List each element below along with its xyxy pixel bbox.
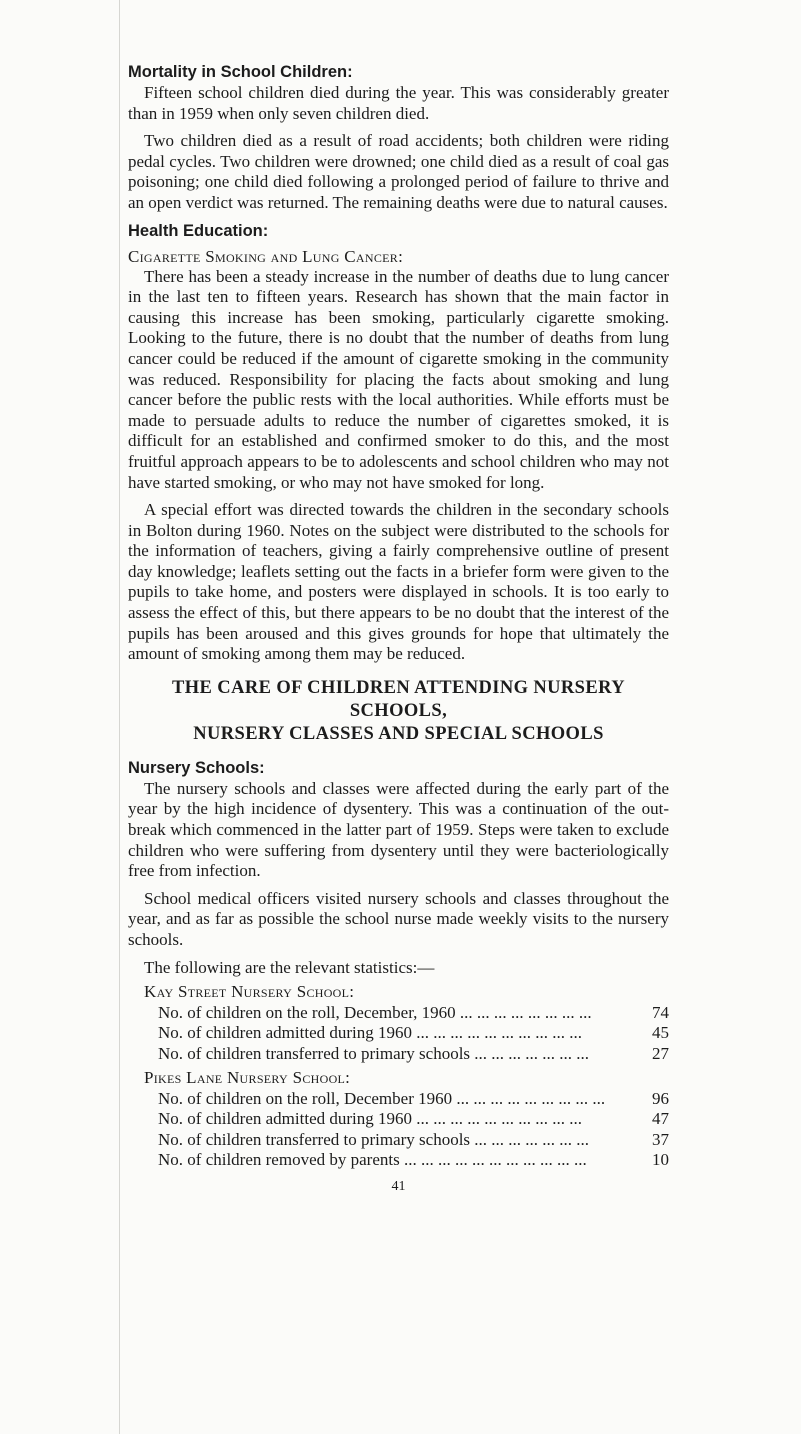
nursery-paragraph-2: School medical officers visited nursery schools and classes throughout the year, and as far as possible the school nurse made weekly visits to the nursery schools.: [128, 888, 669, 949]
stat-value: 47: [652, 1109, 669, 1129]
section-title-line-1: THE CARE OF CHILDREN ATTENDING NURSERY SCHOOLS,: [172, 677, 625, 721]
stat-label: No. of children on the roll, December, 1960 ... ... ... ... ... ... ... ...: [158, 1002, 592, 1022]
smoking-subheading: Cigarette Smoking and Lung Cancer:: [128, 246, 404, 266]
nursery-heading: Nursery Schools:: [128, 758, 265, 777]
stat-row: [144, 1044, 669, 1065]
school-name-kay-street: Kay Street Nursery School:: [144, 982, 355, 1002]
statistics-list: [144, 982, 669, 1171]
stat-label: No. of children transferred to primary schools ... ... ... ... ... ... ...: [158, 1043, 590, 1063]
stat-value: 37: [652, 1129, 669, 1149]
section-title: [128, 677, 669, 746]
page-number: 41: [391, 1178, 406, 1194]
section-title-line-2: NURSERY CLASSES AND SPECIAL SCHOOLS: [193, 723, 604, 744]
page-edge-line: [119, 0, 120, 1434]
health-education-heading: Health Education:: [128, 221, 269, 240]
stat-value: 74: [652, 1002, 669, 1022]
stat-label: No. of children removed by parents ... ... ... ... ... ... ... ... ... ... ...: [158, 1150, 587, 1170]
stat-label: No. of children admitted during 1960 ... ... ... ... ... ... ... ... ... ...: [158, 1023, 583, 1043]
stat-value: 96: [652, 1088, 669, 1108]
stat-row: [144, 1023, 669, 1044]
mortality-paragraph-2: Two children died as a result of road accidents; both children were riding pedal cycles. Two children were drowned; one child died as a result of coal gas poisoning; one child died following a prolonged period of failure to thrive and an open verdict was returned. The remaining deaths were due to natural causes.: [128, 131, 669, 212]
health-education-paragraph-2: A special effort was directed towards the children in the secondary schools in Bolton during 1960. Notes on the subject were distributed to the schools for the information of teachers, giving a fairly comprehensive outline of present day knowledge; leaflets setting out the facts in a briefer form were given to the pupils to take home, and posters were displayed in schools. It is too early to assess the effect of this, but there appears to be no doubt that the interest of the pupils has been aroused and this gives grounds for hope that ultimately the amount of smoking among them may be reduced.: [128, 500, 669, 664]
stat-row: [144, 1089, 669, 1110]
stat-value: 45: [652, 1023, 669, 1043]
stat-value: 10: [652, 1150, 669, 1170]
mortality-heading: Mortality in School Children:: [128, 63, 353, 81]
stat-row: [144, 1109, 669, 1130]
mortality-paragraph-1: Fifteen school children died during the year. This was considerably greater than in 1959 when only seven children died.: [128, 83, 669, 123]
stat-label: No. of children transferred to primary schools ... ... ... ... ... ... ...: [158, 1129, 590, 1149]
nursery-paragraph-3: The following are the relevant statistics:—: [144, 957, 435, 977]
stat-label: No. of children admitted during 1960 ... ... ... ... ... ... ... ... ... ...: [158, 1109, 583, 1129]
school-name-pikes-lane: Pikes Lane Nursery School:: [144, 1068, 351, 1088]
document-page: [128, 62, 669, 1197]
stat-value: 27: [652, 1043, 669, 1063]
stat-row: [144, 1130, 669, 1151]
stat-label: No. of children on the roll, December 1960 ... ... ... ... ... ... ... ... ...: [158, 1088, 606, 1108]
health-education-paragraph-1: There has been a steady increase in the number of deaths due to lung cancer in the last ten to fifteen years. Research has shown that the main factor in causing this increase has been smoking, particularly cigarette smoking. Looking to the future, there is no doubt that the number of deaths from lung cancer could be reduced if the amount of cigarette smoking in the community was reduced. Responsibility for placing the facts about smoking and lung cancer before the public rests with the local authorities. While efforts must be made to persuade adults to reduce the number of cigarettes smoked, it is difficult for an established and confirmed smoker to do this, and the most fruitful approach appears to be to adolescents and school children who may not have started smoking, or who may not have smoked for long.: [128, 266, 669, 492]
nursery-paragraph-1: The nursery schools and classes were affected during the early part of the year by the high incidence of dysentery. This was a continuation of the out-break which commenced in the latter part of 1959. Steps were taken to exclude children who were suffering from dysentery until they were bacteriologically free from infection.: [128, 778, 669, 881]
stat-row: [144, 1003, 669, 1024]
stat-row: [144, 1150, 669, 1171]
